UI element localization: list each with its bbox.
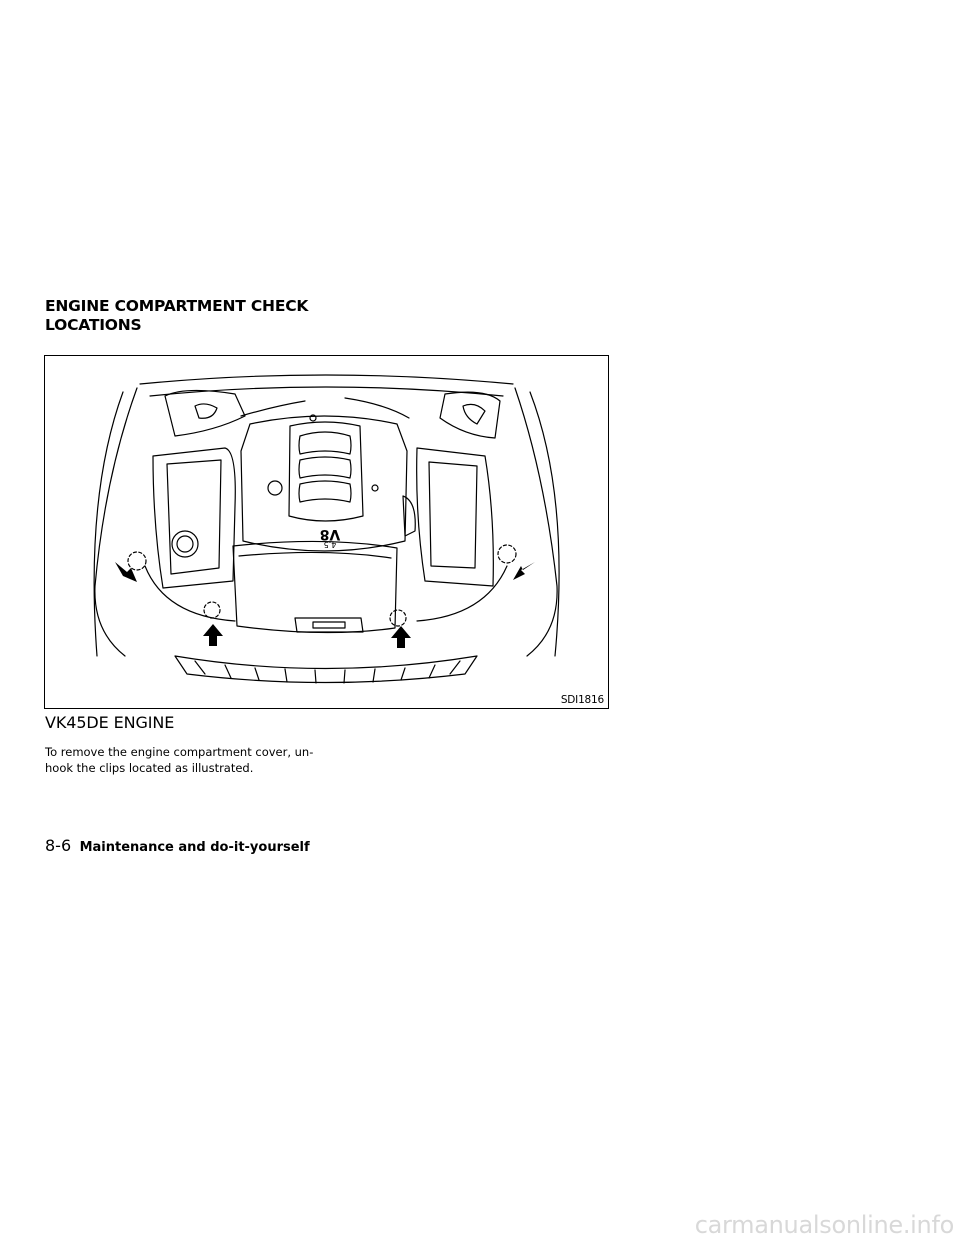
engine-compartment-figure [44, 355, 609, 709]
page-footer [45, 836, 310, 855]
section-title-line-2: LOCATIONS [45, 316, 142, 334]
figure-code: SDI1816 [560, 694, 604, 706]
engine-badge-subtext: 4.5 [323, 540, 337, 549]
watermark: carmanualsonline.info [694, 1211, 954, 1239]
page-number: 8-6 [45, 836, 72, 855]
instruction-paragraph [45, 744, 365, 776]
chapter-title: Maintenance and do-it-yourself [79, 840, 310, 855]
section-title-line-1: ENGINE COMPARTMENT CHECK [45, 297, 309, 315]
instruction-line-1: To remove the engine compartment cover, un- [45, 745, 314, 759]
engine-subheading: VK45DE ENGINE [45, 713, 175, 732]
engine-bay-illustration [45, 356, 608, 708]
instruction-line-2: hook the clips located as illustrated. [45, 761, 254, 775]
section-title [45, 297, 308, 335]
engine-badge-text: V8 [319, 526, 341, 542]
